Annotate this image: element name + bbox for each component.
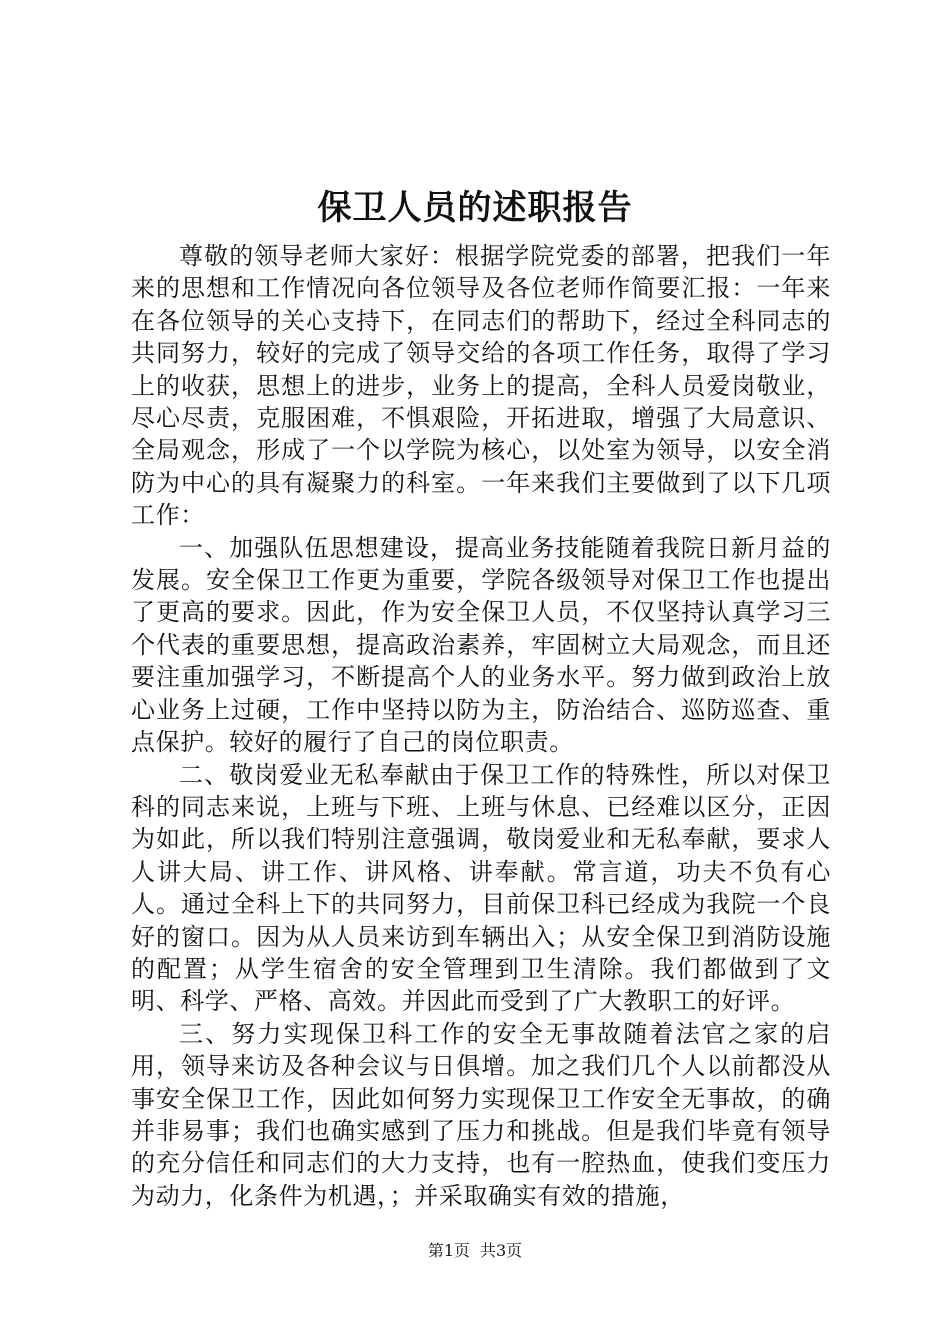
paragraph-section-2: 二、敬岗爱业无私奉献由于保卫工作的特殊性，所以对保卫科的同志来说，上班与下班、上班与休息、已经难以区分，正因为如此，所以我们特别注意强调，敬岗爱业和无私奉献，要求人人讲大局、讲工作、讲风格、讲奉献。常言道，功夫不负有心人。通过全科上下的共同努力，目前保卫科已经成为我院一个良好的窗口。因为从人员来访到车辆出入；从安全保卫到消防设施的配置；从学生宿舍的安全管理到卫生清除。我们都做到了文明、科学、严格、高效。并因此而受到了广大教职工的好评。 bbox=[131, 760, 831, 1016]
page-number: 第1页 bbox=[427, 1241, 470, 1260]
document-title: 保卫人员的述职报告 bbox=[317, 188, 633, 228]
page-total: 共3页 bbox=[480, 1241, 523, 1260]
page-footer bbox=[0, 1239, 950, 1263]
paragraph-section-1: 一、加强队伍思想建设，提高业务技能随着我院日新月益的发展。安全保卫工作更为重要，学院各级领导对保卫工作也提出了更高的要求。因此，作为安全保卫人员，不仅坚持认真学习三个代表的重要思想，提高政治素养，牢固树立大局观念，而且还要注重加强学习，不断提高个人的业务水平。努力做到政治上放心业务上过硬，工作中坚持以防为主，防治结合、巡防巡查、重点保护。较好的履行了自己的岗位职责。 bbox=[131, 533, 831, 757]
document-body bbox=[131, 240, 831, 1212]
paragraph-section-3: 三、努力实现保卫科工作的安全无事故随着法官之家的启用，领导来访及各种会议与日俱增。加之我们几个人以前都没从事安全保卫工作，因此如何努力实现保卫工作安全无事故，的确并非易事；我们也确实感到了压力和挑战。但是我们毕竟有领导的充分信任和同志们的大力支持，也有一腔热血，使我们变压力为动力，化条件为机遇，；并采取确实有效的措施， bbox=[131, 1019, 831, 1210]
paragraph-intro: 尊敬的领导老师大家好：根据学院党委的部署，把我们一年来的思想和工作情况向各位领导及各位老师作简要汇报：一年来在各位领导的关心支持下，在同志们的帮助下，经过全科同志的共同努力，较好的完成了领导交给的各项工作任务，取得了学习上的收获，思想上的进步，业务上的提高，全科人员爱岗敬业，尽心尽责，克服困难，不惧艰险，开拓进取，增强了大局意识、全局观念，形成了一个以学院为核心，以处室为领导，以安全消防为中心的具有凝聚力的科室。一年来我们主要做到了以下几项工作： bbox=[131, 242, 831, 530]
